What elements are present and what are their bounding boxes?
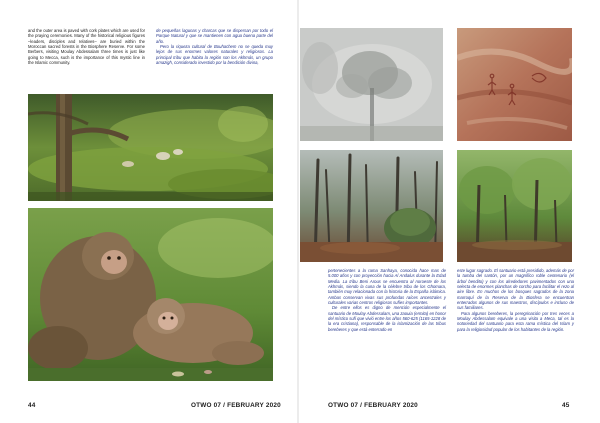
mossy-forest-photo: [28, 94, 273, 201]
spanish-paragraph-2b: De entre ellos es digno de mención especialmente el santuario de Moulay Abdessalam, una zaouia (ermita) en honor del místico sufí que vivió entre los años 560-625 (1165-1228 de la era cristiana), responsable de la islamización de las tribus bereberes y que está enterrado en: [328, 305, 446, 332]
spanish-paragraph-3b: Para algunos bereberes, la peregrinación por tres veces a Moulay Abdessalam equivale a una visita a Meca, tal es la notoriedad del santuario para esta rama mística del Islam y para la religiosidad popular de los habitantes de la región.: [457, 310, 574, 332]
spanish-paragraph-2a: pertenecientes a la rama Sanhaya, conocida hace mas de 5.000 años y con proyección hacia Al Andalus durante la Edad Media. La tribu Beni Arous se encuentra al noroeste de los Akhmás, siendo la cuna de la célebre tribu de los Ghomara, también muy relacionada con la historia de la España islámica. Ambas conservan vivas sus profundas raíces ancestrales y culturales varias centros religiosos sufíes importantes.: [328, 268, 446, 306]
page-number-right: 45: [562, 402, 570, 409]
spanish-paragraph-3a: este lugar sagrado. El santuario está presidido, además de por la tumba del santón, por un magnífico roble centenario (el árbol bendito) y con los alrededores pavimentados con una selecta de enormes planchas de corcho para facilitar el rezo al aire libre. En muchos de los bosques sagrados de la zona marroquí de la Reserva de la Biosfera se encuentran enterrados algunos de sus maestros, discípulos e incluso de sus familiares.: [457, 268, 574, 311]
rock-painting-photo: [457, 28, 572, 141]
forest-trees-photo: [300, 150, 443, 262]
page-number-left: 44: [28, 402, 36, 409]
misty-tree-photo: [300, 28, 443, 141]
spanish-text-column-3: [457, 268, 574, 332]
spanish-text-column-1: [156, 28, 273, 65]
spanish-paragraph-1a: de pequeñas lagunas y charcas que se dispersan por todo el Parque Natural y que se mantienen con agua buena parte del año.: [156, 28, 273, 44]
spanish-text-column-2: [328, 268, 446, 332]
magazine-footer-right: OTWO 07 / FEBRUARY 2020: [328, 402, 418, 409]
macaques-photo: [28, 208, 273, 381]
spanish-paragraph-1b: Pero la riqueza cultural de Bouhachem no se queda muy lejos de sus enormes valores naturales y religiosos. La principal tribu que habita la región son los Akhmás, un grupo amazigh, considerado investido por la bendición divina,: [156, 44, 273, 66]
english-paragraph: and the outer area is paved with cork plates which are used for the praying ceremonies. Many of the historical religious figures –leaders, disciples and relatives– are buried within the Moroccan sacred forests in the Biosphere Reserve. For some Berbers, visiting Moulay Abdessalam three times is just like going to Mecca, such is the importance of this mystic line in the Islamic community.: [28, 28, 145, 66]
magazine-footer-left: OTWO 07 / FEBRUARY 2020: [191, 402, 281, 409]
page-gutter: [297, 0, 299, 423]
green-forest-photo: [457, 150, 572, 262]
english-text-column: [28, 28, 145, 65]
